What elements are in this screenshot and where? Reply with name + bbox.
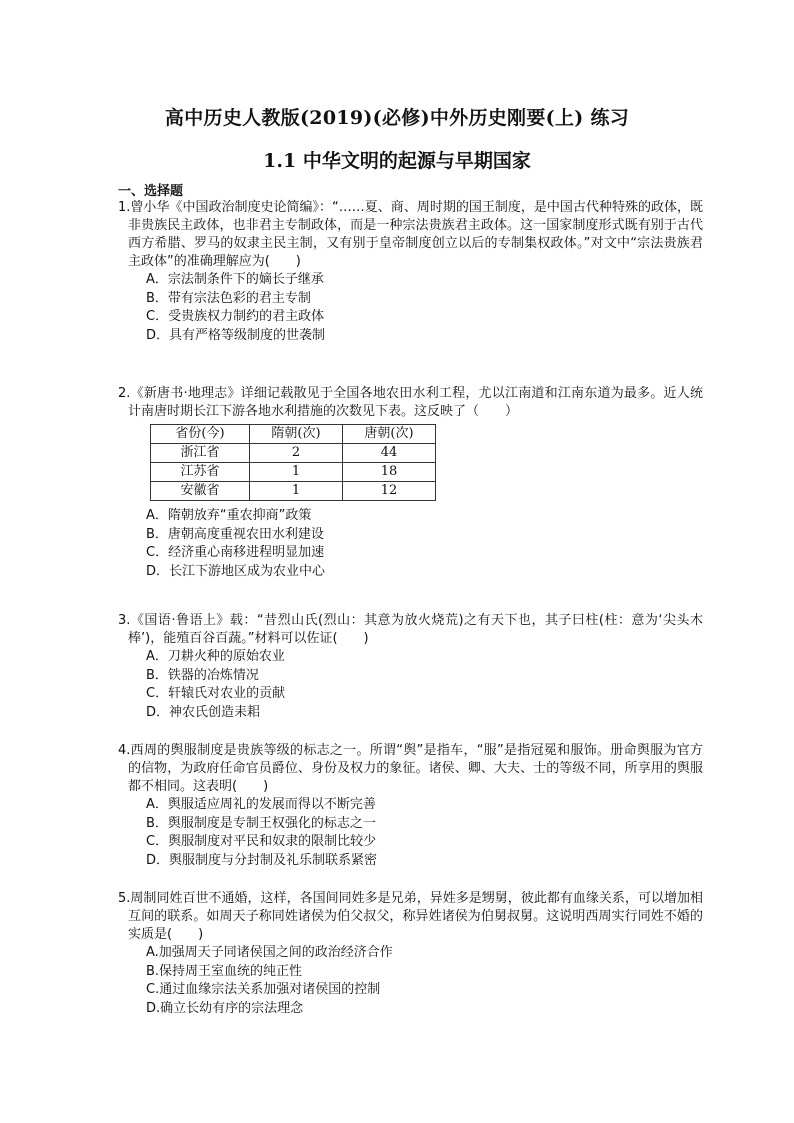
option-a: A．宗法制条件下的嫡长子继承 [146,272,324,287]
option-d: D．舆服制度与分封制及礼乐制联系紧密 [146,852,378,868]
irrigation-table [150,424,436,501]
table-cell: 江苏省 [151,463,250,482]
question-2 [118,385,703,581]
table-cell: 浙江省 [151,444,250,463]
table-cell: 12 [343,482,436,501]
option-d: D.确立长幼有序的宗法理念 [146,1000,304,1016]
table-header: 隋朝(次) [250,425,343,444]
question-stem: 4.西周的舆服制度是贵族等级的标志之一。所谓“舆”是指车，“服”是指冠冕和服饰。册命舆服为官方的信物，为政府任命官员爵位、身份及权力的象征。诸侯、卿、大夫、士的等级不同，所享用的舆服都不相同。这表明( ) [118,743,703,794]
question-stem: 1.曾小华《中国政治制度史论简编》：“……夏、商、周时期的国王制度，是中国古代种特殊的政体，既非贵族民主政体，也非君主专制政体，而是一种宗法贵族君主政体。这一国家制度形式既有别于古代西方希腊、罗马的奴隶主民主制，又有别于皇帝制度创立以后的专制集权政体。”对文中“宗法贵族君主政体”的准确理解应为( ) [118,200,703,269]
table-row [151,482,436,501]
question-4 [118,742,703,870]
option-c: C．经济重心南移进程明显加速 [146,545,325,560]
table-cell: 18 [343,463,436,482]
table-cell: 安徽省 [151,482,250,501]
option-d: D．长江下游地区成为农业中心 [146,563,326,579]
question-3 [118,612,703,722]
table-row [151,444,436,463]
option-b: B．舆服制度是专制王权强化的标志之一 [146,815,376,831]
lesson-title: 1.1 中华文明的起源与早期国家 [263,150,531,172]
option-a: A．舆服适应周礼的发展而得以不断完善 [146,797,376,812]
option-b: B．带有宗法色彩的君主专制 [146,290,311,306]
option-d: D．神农氏创造耒耜 [146,704,261,720]
table-header: 省份(今) [151,425,250,444]
option-a: A．刀耕火种的原始农业 [146,649,285,664]
option-b: B．铁器的冶炼情况 [146,667,259,683]
table-cell: 44 [343,444,436,463]
table-header-row [151,425,436,444]
document-title: 高中历史人教版(2019)(必修)中外历史刚要(上) 练习 [164,107,630,129]
option-c: C.通过血缘宗法关系加强对诸侯国的控制 [146,982,381,997]
question-stem: 5.周制同姓百世不通婚，这样，各国间同姓多是兄弟，异姓多是甥舅，彼此都有血缘关系，可以增加相互间的联系。如周天子称同姓诸侯为伯父叔父，称异姓诸侯为伯舅叔舅。这说明西周实行同姓不婚的实质是( ) [118,891,703,942]
table-row [151,463,436,482]
option-c: C．轩辕氏对农业的贡献 [146,686,286,701]
option-b: B．唐朝高度重视农田水利建设 [146,526,324,542]
option-a: A．隋朝放弃“重农抑商”政策 [146,508,312,523]
option-b: B.保持周王室血统的纯正性 [146,963,303,979]
table-header: 唐朝(次) [343,425,436,444]
table-cell: 1 [250,482,343,501]
table-cell: 1 [250,463,343,482]
option-d: D．具有严格等级制度的世袭制 [146,327,326,343]
question-stem: 3.《国语·鲁语上》载：“昔烈山氏(烈山：其意为放火烧荒)之有天下也，其子曰柱(柱：意为‘尖头木棒’)，能殖百谷百蔬。”材料可以佐证( ) [118,613,703,646]
question-stem: 2.《新唐书·地理志》详细记载散见于全国各地农田水利工程，尤以江南道和江南东道为最多。近人统计南唐时期长江下游各地水利措施的次数见下表。这反映了（ ） [118,386,703,419]
option-a: A.加强周天子同诸侯国之间的政治经济合作 [146,945,393,960]
question-5 [118,890,703,1018]
section-heading: 一、选择题 [118,184,184,199]
option-c: C．舆服制度对平民和奴隶的限制比较少 [146,834,377,849]
table-cell: 2 [250,444,343,463]
option-c: C．受贵族权力制约的君主政体 [146,309,325,324]
question-1 [118,199,703,345]
